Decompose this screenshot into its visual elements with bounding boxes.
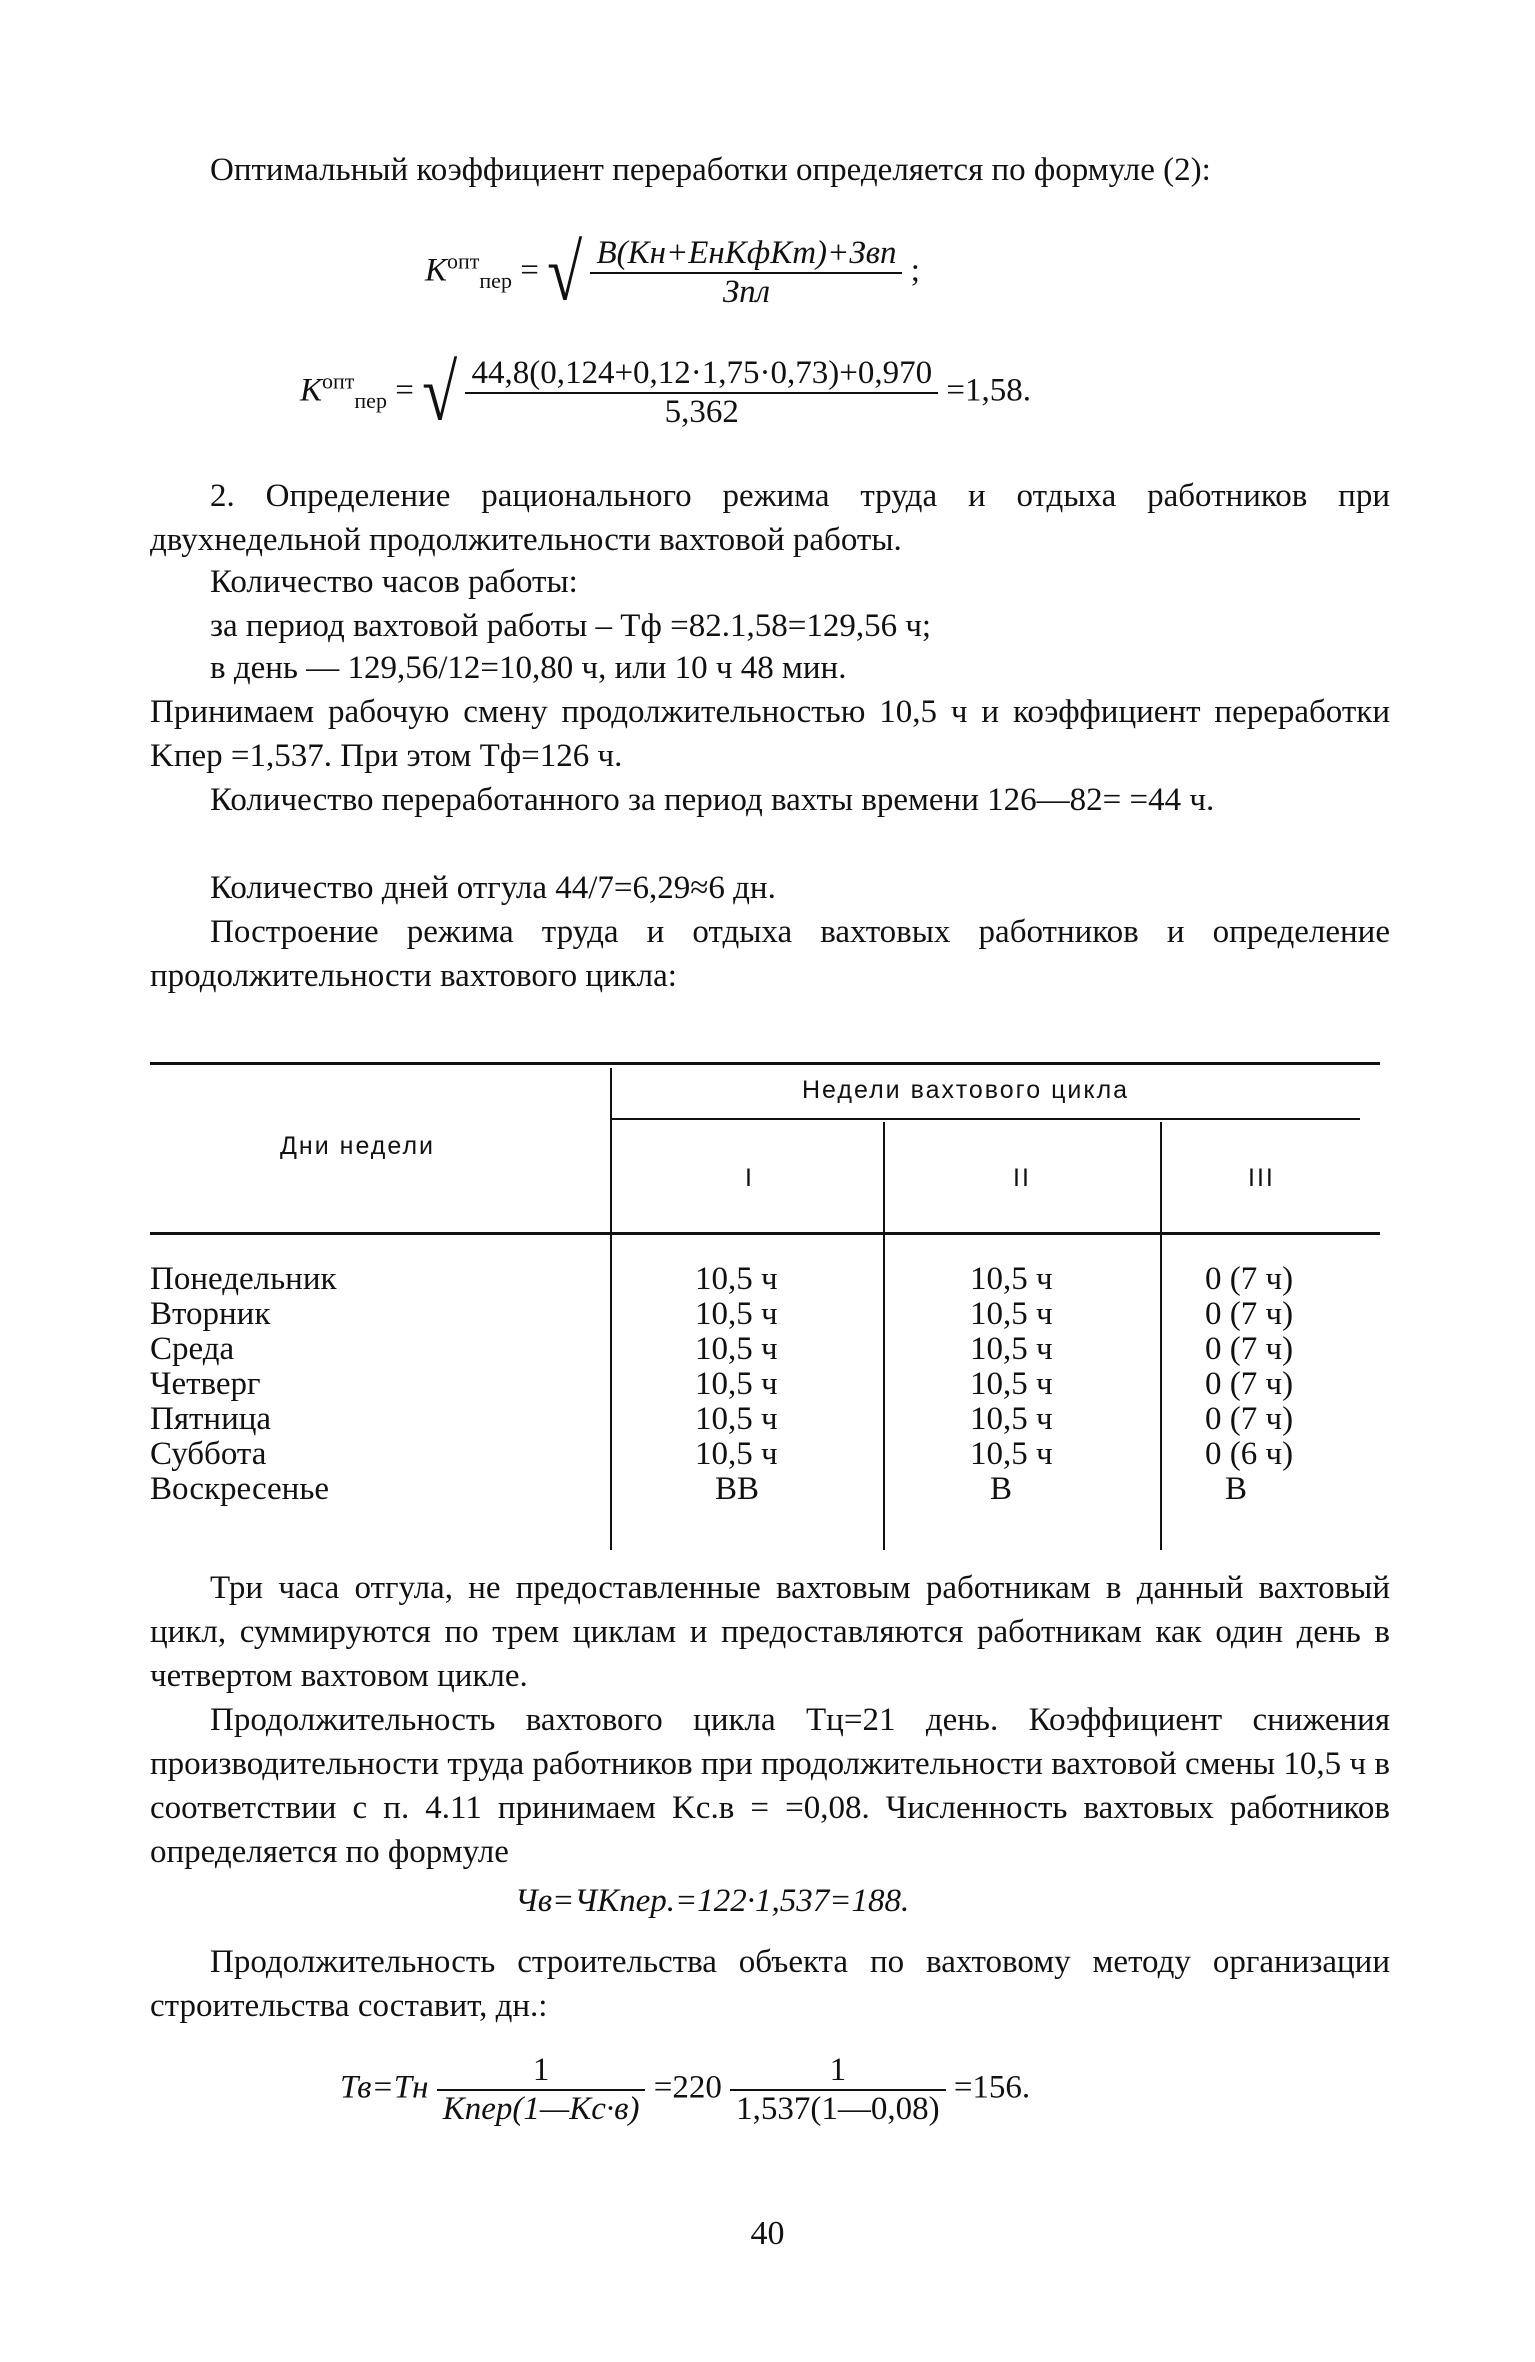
table-vrule-3 (1160, 1122, 1162, 1550)
formula1-denominator: Зпл (722, 274, 771, 310)
overtime-paragraph: Количество переработанного за период вахты времени 126—82= =44 ч. (210, 782, 1215, 818)
formula2-lhs-sup: опт (322, 368, 355, 394)
formula1-lhs-sub: пер (479, 268, 512, 294)
formula4-lhs: Тв=Тн (340, 2069, 429, 2106)
table-cell-w1: 10,5 ч (695, 1401, 778, 1437)
formula1-fraction (590, 235, 902, 311)
table-cell-w3: 0 (7 ч) (1205, 1401, 1294, 1437)
table-cell-w1: 10,5 ч (695, 1296, 778, 1332)
table-vrule-1 (610, 1068, 612, 1550)
column-header-week-1: I (745, 1164, 754, 1192)
table-cell-w3: В (1225, 1471, 1248, 1507)
table-cell-w2: 10,5 ч (970, 1261, 1053, 1297)
table-cell-w3: 0 (7 ч) (1205, 1261, 1294, 1297)
formula1-trail: ; (910, 252, 920, 289)
table-header-rule (150, 1232, 1380, 1235)
table-cell-w3: 0 (6 ч) (1205, 1436, 1294, 1472)
formula2-result: =1,58. (946, 372, 1032, 409)
hours-period: за период вахтовой работы – Тф =82.1,58=129,56 ч; (210, 608, 932, 644)
section-2-heading: 2. Определение рационального режима труда и отдыха работников при двухнедельной продолжительности вахтовой работы. (150, 478, 1390, 558)
formula4-result: =156. (953, 2069, 1031, 2106)
table-cell-w2: 10,5 ч (970, 1296, 1053, 1332)
formula1-lhs: K (425, 252, 448, 289)
table-cell-w2: В (990, 1471, 1013, 1507)
table-cell-day: Понедельник (150, 1261, 337, 1297)
formula1-numerator: B(Kн+EнKфKт)+Звп (590, 235, 902, 274)
formula1-eq: = (520, 252, 539, 289)
three-hours-paragraph: Три часа отгула, не предоставленные вахтовым работникам в данный вахтовый цикл, суммируются по трем циклам и предоставляются работникам как один день в четвертом вахтовом цикле. (150, 1570, 1390, 1694)
formula1-lhs-sup: опт (447, 248, 480, 274)
construction-duration-paragraph: Продолжительность строительства объекта по вахтовому методу организации строительства составит, дн.: (150, 1944, 1390, 2024)
formula-worker-count: Чв=ЧKпер.=122·1,537=188. (515, 1883, 910, 1919)
intro-paragraph: Оптимальный коэффициент переработки определяется по формуле (2): (210, 152, 1211, 188)
table-cell-w1: 10,5 ч (695, 1331, 778, 1367)
formula4-mid: =220 (653, 2069, 722, 2106)
accept-shift-paragraph: Принимаем рабочую смену продолжительностью 10,5 ч и коэффициент переработки Kпер =1,537. При этом Тф=126 ч. (150, 694, 1390, 774)
table-cell-w3: 0 (7 ч) (1205, 1366, 1294, 1402)
formula4-den2: 1,537(1—0,08) (736, 2091, 940, 2127)
formula4-den1: Kпер(1—Kс·в) (442, 2091, 640, 2127)
formula2-lhs: K (300, 372, 323, 409)
table-cell-w3: 0 (7 ч) (1205, 1296, 1294, 1332)
table-cell-day: Воскресенье (150, 1471, 330, 1507)
table-cell-day: Вторник (150, 1296, 271, 1332)
cycle-duration-paragraph: Продолжительность вахтового цикла Тц=21 день. Коэффициент снижения производительности труда работников при продолжительности вахтовой смены 10,5 ч в соответствии с п. 4.11 принимаем Kс.в = =0,08. Численность вахтовых работников определяется по формуле (150, 1702, 1390, 1870)
formula4-fraction-1 (437, 2052, 646, 2128)
formula2-denominator: 5,362 (664, 394, 739, 430)
table-cell-day: Четверг (150, 1366, 261, 1402)
hours-day: в день — 129,56/12=10,80 ч, или 10 ч 48 мин. (210, 650, 847, 686)
table-cell-w3: 0 (7 ч) (1205, 1331, 1294, 1367)
column-header-week-2: II (1013, 1164, 1031, 1192)
formula2-lhs-sub: пер (354, 388, 387, 414)
table-cell-day: Среда (150, 1331, 235, 1367)
table-vrule-2 (883, 1122, 885, 1550)
table-cell-day: Пятница (150, 1401, 272, 1437)
schedule-intro: Построение режима труда и отдыха вахтовых работников и определение продолжительности вахтового цикла: (150, 914, 1390, 994)
table-cell-w1: ВВ (715, 1471, 760, 1507)
column-header-week-3: III (1248, 1164, 1275, 1192)
column-header-days: Дни недели (280, 1132, 436, 1160)
formula4-num1: 1 (437, 2052, 646, 2091)
formula2-numerator: 44,8(0,124+0,12·1,75·0,73)+0,970 (465, 355, 938, 394)
table-cell-w2: 10,5 ч (970, 1331, 1053, 1367)
table-cell-w1: 10,5 ч (695, 1261, 778, 1297)
formula2-fraction (465, 355, 938, 431)
table-cell-w2: 10,5 ч (970, 1436, 1053, 1472)
hours-heading: Количество часов работы: (210, 564, 578, 600)
sqrt-sign: √ (422, 348, 458, 437)
sqrt-sign: √ (547, 228, 583, 317)
table-cell-w2: 10,5 ч (970, 1401, 1053, 1437)
days-off: Количество дней отгула 44/7=6,29≈6 дн. (210, 870, 776, 906)
column-group-header-weeks: Недели вахтового цикла (802, 1076, 1130, 1104)
formula4-fraction-2 (730, 2052, 945, 2128)
table-cell-w1: 10,5 ч (695, 1366, 778, 1402)
work-schedule-table (150, 1062, 1380, 1562)
formula-construction-duration (340, 2052, 1030, 2128)
table-group-rule (612, 1118, 1360, 1120)
formula-optimal-coefficient-numeric (300, 348, 1032, 437)
table-top-rule (150, 1062, 1380, 1065)
table-cell-w1: 10,5 ч (695, 1436, 778, 1472)
page-number: 40 (750, 2215, 785, 2252)
formula2-eq: = (395, 372, 414, 409)
formula-optimal-coefficient (425, 228, 920, 317)
table-cell-day: Суббота (150, 1436, 267, 1472)
table-cell-w2: 10,5 ч (970, 1366, 1053, 1402)
formula4-num2: 1 (730, 2052, 945, 2091)
